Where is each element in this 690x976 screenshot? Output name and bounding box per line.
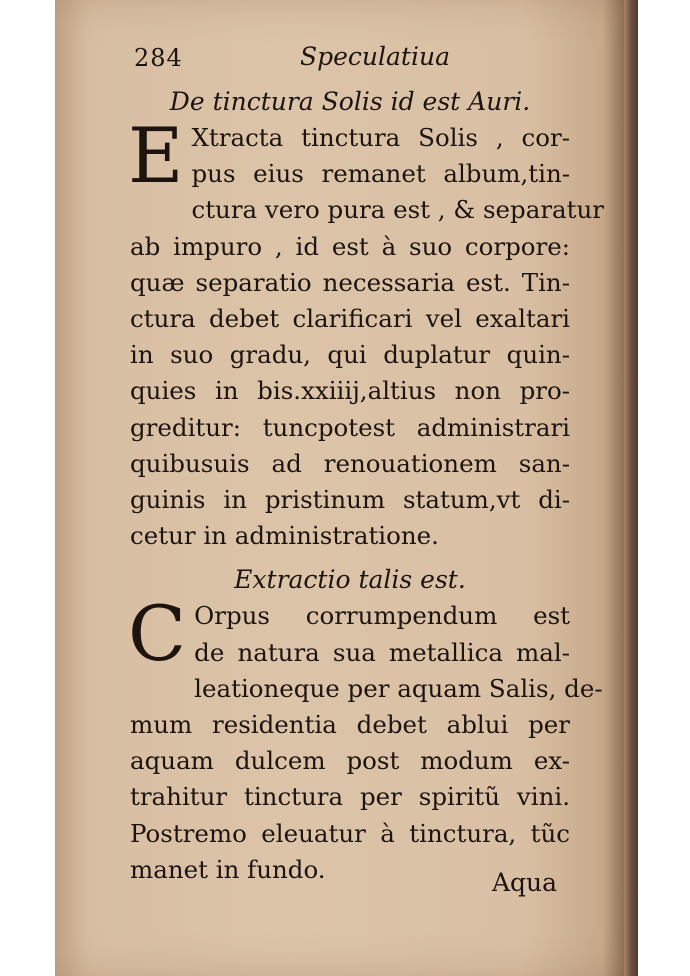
paragraph-1 (128, 111, 604, 554)
text-line: cetur in administratione. (130, 521, 439, 551)
text-line: Xtracta tinctura Solis , cor- (191, 123, 570, 152)
text-line: ctura vero pura est , & separatur (191, 195, 604, 225)
drop-cap-2: C (128, 589, 187, 679)
text-line: pus eius remanet album,tin- (191, 159, 570, 189)
text-line: Orpus corrumpendum est (194, 601, 570, 631)
text-line: ctura debet clarificari vel exaltari (130, 304, 570, 334)
running-title: Speculatiua (300, 42, 450, 71)
text-line: in suo gradu, qui duplatur quin- (130, 340, 570, 370)
text-line: manet in fundo. (130, 854, 326, 884)
text-line: guinis in pristinum statum,vt di- (130, 485, 570, 515)
drop-cap-1: E (128, 111, 184, 200)
page-text (128, 36, 604, 897)
text-line: mum residentia debet ablui per (130, 710, 570, 740)
book-spine (624, 0, 638, 976)
text-line: de natura sua metallica mal- (194, 637, 570, 667)
section-heading-2: Extractio talis est. (234, 565, 466, 595)
page-header (130, 36, 570, 76)
paragraph-2 (128, 589, 603, 888)
section-heading-1: De tinctura Solis id est Auri. (169, 87, 531, 116)
text-line: leationeque per aquam Salis, de- (194, 673, 603, 703)
text-line: quibusuis ad renouationem san- (130, 448, 570, 478)
text-line: ab impuro , id est à suo corpore: (130, 231, 570, 261)
text-line: greditur: tuncpotest administrari (130, 412, 570, 442)
text-line: Postremo eleuatur à tinctura, tũc (130, 818, 570, 848)
text-line: trahitur tinctura per spiritũ vini. (130, 782, 570, 812)
text-line: quæ separatio necessaria est. Tin- (130, 267, 570, 297)
text-line: quies in bis.xxiiij,altius non pro- (130, 376, 570, 406)
catchword: Aqua (492, 868, 558, 897)
text-line: aquam dulcem post modum ex- (130, 746, 570, 776)
page-number: 284 (134, 44, 183, 72)
